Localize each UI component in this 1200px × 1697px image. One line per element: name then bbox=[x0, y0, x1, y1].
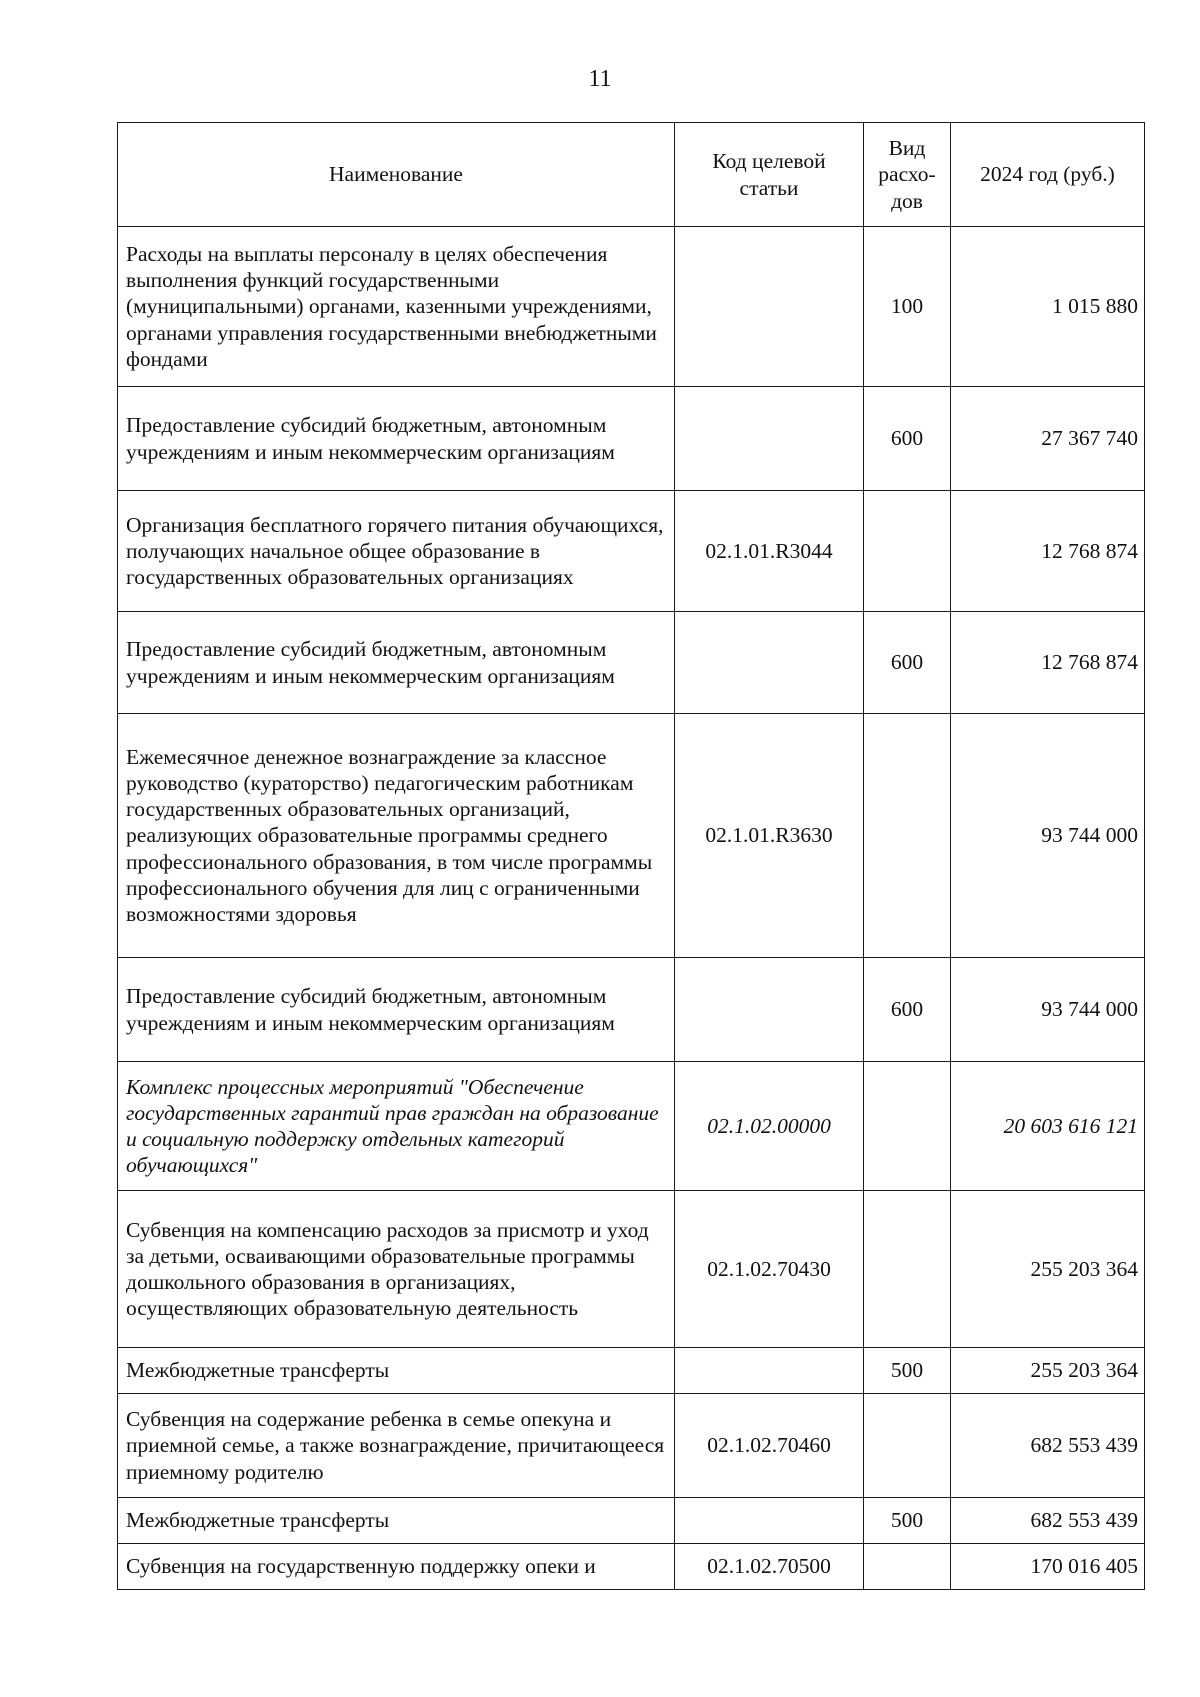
table-row bbox=[118, 1348, 1145, 1394]
row-kind-cell: 100 bbox=[864, 227, 951, 387]
row-name-cell: Предоставление субсидий бюджетным, автономным учреждениям и иным некоммерческим организациям bbox=[118, 958, 675, 1062]
row-code-cell bbox=[675, 1498, 864, 1544]
table-row bbox=[118, 1062, 1145, 1191]
row-sum-cell: 255 203 364 bbox=[951, 1348, 1145, 1394]
row-sum-cell: 12 768 874 bbox=[951, 491, 1145, 612]
table-row bbox=[118, 714, 1145, 958]
table-row bbox=[118, 612, 1145, 714]
budget-table bbox=[117, 122, 1145, 1590]
row-code-cell: 02.1.01.R3630 bbox=[675, 714, 864, 958]
row-kind-cell: 600 bbox=[864, 612, 951, 714]
row-sum-cell: 20 603 616 121 bbox=[951, 1062, 1145, 1191]
row-sum-cell: 27 367 740 bbox=[951, 387, 1145, 491]
row-name-cell: Субвенция на содержание ребенка в семье опекуна и приемной семье, а также вознаграждение, причитающееся приемному родителю bbox=[118, 1394, 675, 1498]
row-name-cell: Предоставление субсидий бюджетным, автономным учреждениям и иным некоммерческим организациям bbox=[118, 387, 675, 491]
header-sum: 2024 год (руб.) bbox=[951, 123, 1145, 227]
row-kind-cell bbox=[864, 1062, 951, 1191]
header-kind: Вид расхо-дов bbox=[864, 123, 951, 227]
table-row bbox=[118, 227, 1145, 387]
row-kind-cell: 600 bbox=[864, 387, 951, 491]
table-row bbox=[118, 1544, 1145, 1590]
table-header-row bbox=[118, 123, 1145, 227]
row-sum-cell: 93 744 000 bbox=[951, 958, 1145, 1062]
row-name-cell: Субвенция на компенсацию расходов за присмотр и уход за детьми, осваивающими образовательные программы дошкольного образования в организациях, осуществляющих образовательную деятельность bbox=[118, 1191, 675, 1348]
row-name-cell: Организация бесплатного горячего питания обучающихся, получающих начальное общее образование в государственных образовательных организациях bbox=[118, 491, 675, 612]
table-body bbox=[118, 227, 1145, 1590]
row-kind-cell: 500 bbox=[864, 1498, 951, 1544]
row-name-cell: Межбюджетные трансферты bbox=[118, 1348, 675, 1394]
row-code-cell bbox=[675, 227, 864, 387]
row-name-cell: Расходы на выплаты персоналу в целях обеспечения выполнения функций государственными (муниципальными) органами, казенными учреждениями, органами управления государственными внебюджетными фондами bbox=[118, 227, 675, 387]
row-code-cell: 02.1.02.00000 bbox=[675, 1062, 864, 1191]
row-kind-cell: 500 bbox=[864, 1348, 951, 1394]
row-name-cell: Субвенция на государственную поддержку опеки и bbox=[118, 1544, 675, 1590]
row-kind-cell bbox=[864, 1544, 951, 1590]
table-row bbox=[118, 491, 1145, 612]
row-sum-cell: 682 553 439 bbox=[951, 1498, 1145, 1544]
table-row bbox=[118, 387, 1145, 491]
row-code-cell: 02.1.01.R3044 bbox=[675, 491, 864, 612]
table-row bbox=[118, 1191, 1145, 1348]
header-code: Код целевой статьи bbox=[675, 123, 864, 227]
row-code-cell: 02.1.02.70500 bbox=[675, 1544, 864, 1590]
row-name-cell: Предоставление субсидий бюджетным, автономным учреждениям и иным некоммерческим организациям bbox=[118, 612, 675, 714]
row-sum-cell: 682 553 439 bbox=[951, 1394, 1145, 1498]
row-name-cell: Ежемесячное денежное вознаграждение за классное руководство (кураторство) педагогическим работникам государственных образовательных организаций, реализующих образовательные программы среднего профессионального образования, в том числе программы профессионального обучения для лиц с ограниченными возможностями здоровья bbox=[118, 714, 675, 958]
row-sum-cell: 255 203 364 bbox=[951, 1191, 1145, 1348]
row-code-cell bbox=[675, 387, 864, 491]
row-code-cell bbox=[675, 612, 864, 714]
row-kind-cell bbox=[864, 714, 951, 958]
row-code-cell bbox=[675, 958, 864, 1062]
row-kind-cell: 600 bbox=[864, 958, 951, 1062]
row-code-cell bbox=[675, 1348, 864, 1394]
row-sum-cell: 170 016 405 bbox=[951, 1544, 1145, 1590]
row-code-cell: 02.1.02.70430 bbox=[675, 1191, 864, 1348]
row-name-cell: Комплекс процессных мероприятий "Обеспечение государственных гарантий прав граждан на образование и социальную поддержку отдельных категорий обучающихся" bbox=[118, 1062, 675, 1191]
row-sum-cell: 1 015 880 bbox=[951, 227, 1145, 387]
row-code-cell: 02.1.02.70460 bbox=[675, 1394, 864, 1498]
row-sum-cell: 93 744 000 bbox=[951, 714, 1145, 958]
header-name: Наименование bbox=[118, 123, 675, 227]
table-row bbox=[118, 1498, 1145, 1544]
row-kind-cell bbox=[864, 491, 951, 612]
page-number: 11 bbox=[588, 66, 612, 92]
table-row bbox=[118, 1394, 1145, 1498]
table-row bbox=[118, 958, 1145, 1062]
row-sum-cell: 12 768 874 bbox=[951, 612, 1145, 714]
row-kind-cell bbox=[864, 1394, 951, 1498]
row-name-cell: Межбюджетные трансферты bbox=[118, 1498, 675, 1544]
row-kind-cell bbox=[864, 1191, 951, 1348]
